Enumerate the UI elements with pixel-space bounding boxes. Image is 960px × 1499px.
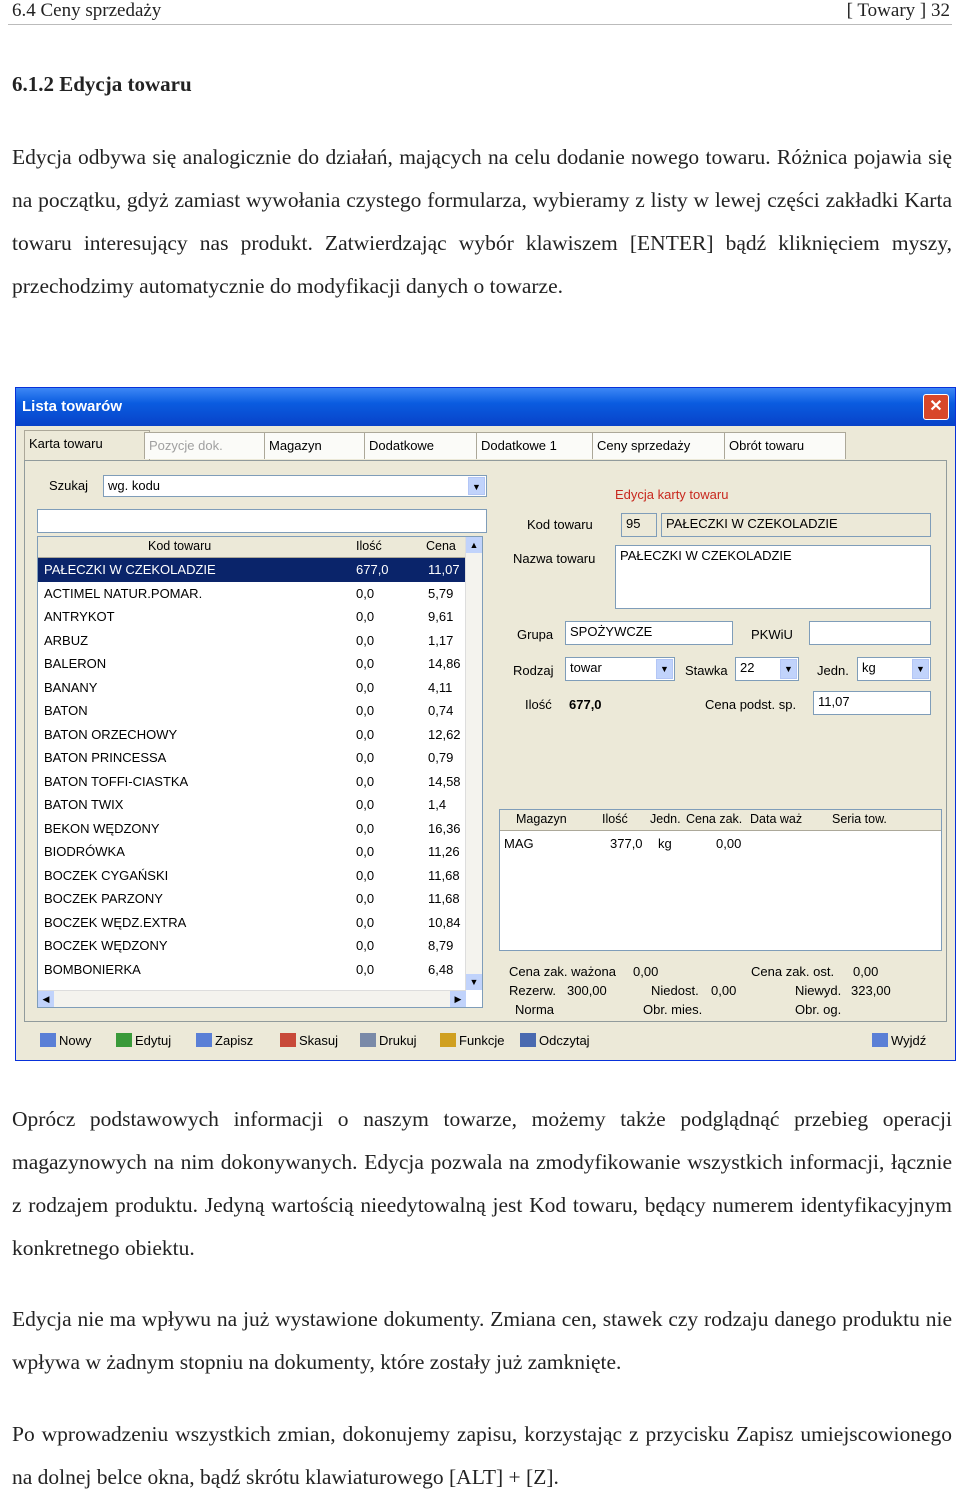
cell-ilosc: 677,0 <box>356 562 389 577</box>
cell-ilosc: 0,0 <box>356 726 375 742</box>
window-title: Lista towarów <box>22 398 123 415</box>
col-mag-ilosc: Ilość <box>602 812 628 826</box>
cell-cena: 5,79 <box>428 585 454 601</box>
cell-ilosc: 0,0 <box>356 679 375 695</box>
cell-cena: 11,07 <box>428 562 460 577</box>
cell-cena: 11,68 <box>428 891 460 906</box>
page-header <box>0 0 960 22</box>
ilosc-value: 677,0 <box>569 697 602 712</box>
grupa-label: Grupa <box>517 627 554 642</box>
cell-kod: BATON ORZECHOWY <box>44 726 178 742</box>
table-row[interactable] <box>38 864 466 888</box>
mag-jedn: kg <box>658 836 672 851</box>
edit-label: Edytuj <box>135 1033 172 1048</box>
tab-obrot-towaru[interactable]: Obrót towaru <box>724 432 846 459</box>
close-icon[interactable]: ✕ <box>923 394 949 420</box>
cell-kod: BATON TWIX <box>44 797 124 812</box>
search-input[interactable] <box>37 509 487 533</box>
sum-cena-ost: 0,00 <box>853 964 879 979</box>
paragraph-operations: Oprócz podstawowych informacji o naszym towarze, możemy także podglądnąć przebieg operacji magazynowych na nim dokonywanych. Edycja pozwala na zmodyfikowanie wszystkich informacji, łącznie z rodzajem produktu. Jedyną wartością nieedytowalną jest Kod towaru, będący numerem identyfikacyjnym konkretnego obiektu. <box>12 1107 952 1260</box>
sum-cena-wazona-label: Cena zak. ważona <box>509 964 616 979</box>
ilosc-label: Ilość <box>525 697 552 712</box>
cell-kod: ACTIMEL NATUR.POMAR. <box>44 585 203 601</box>
book-icon <box>520 1033 536 1047</box>
cell-cena: 0,74 <box>428 703 454 718</box>
cell-ilosc: 0,0 <box>356 773 375 789</box>
cell-ilosc: 0,0 <box>356 797 375 812</box>
cell-ilosc: 0,0 <box>356 820 375 836</box>
bottom-toolbar <box>24 1026 947 1056</box>
cell-ilosc: 0,0 <box>356 867 375 883</box>
functions-label: Funkcje <box>459 1033 505 1048</box>
cell-kod: BATON <box>44 703 88 718</box>
horizontal-scrollbar[interactable] <box>38 990 466 1007</box>
col-mag-jedn: Jedn. <box>650 812 681 826</box>
cell-ilosc: 0,0 <box>356 632 375 648</box>
cell-ilosc: 0,0 <box>356 961 375 977</box>
read-button[interactable] <box>520 1032 590 1050</box>
table-row[interactable] <box>38 558 466 582</box>
vertical-scrollbar[interactable] <box>465 537 482 990</box>
header-divider <box>8 24 952 25</box>
save-label: Zapisz <box>215 1033 254 1048</box>
sum-obr-mies-label: Obr. mies. <box>643 1002 703 1017</box>
new-icon <box>40 1033 56 1047</box>
cell-kod: ARBUZ <box>44 632 89 648</box>
sum-niedost-label: Niedost. <box>651 983 699 998</box>
kod-number: 95 <box>621 513 657 537</box>
cell-ilosc: 0,0 <box>356 703 375 718</box>
exit-button[interactable] <box>872 1032 926 1050</box>
cell-cena: 8,79 <box>428 938 454 953</box>
cell-ilosc: 0,0 <box>356 844 375 859</box>
sum-niewyd-label: Niewyd. <box>795 983 842 998</box>
kod-field: PAŁECZKI W CZEKOLADZIE <box>661 513 931 537</box>
cell-cena: 9,61 <box>428 609 454 624</box>
col-magazyn: Magazyn <box>516 812 567 826</box>
cell-cena: 0,79 <box>428 750 454 765</box>
chevron-down-icon[interactable]: ▼ <box>656 659 673 679</box>
col-mag-data: Data waż <box>750 812 803 826</box>
sum-niewyd: 323,00 <box>851 983 891 998</box>
header-right: [ Towary ] 32 <box>846 0 950 21</box>
search-mode-value: wg. kodu <box>108 478 161 493</box>
table-row[interactable] <box>38 934 466 958</box>
product-list <box>37 536 483 1008</box>
header-left: 6.4 Ceny sprzedaży <box>12 0 162 21</box>
table-row[interactable] <box>38 840 466 864</box>
save-icon <box>196 1033 212 1047</box>
mag-cena: 0,00 <box>716 836 742 851</box>
stawka-select[interactable] <box>735 657 799 681</box>
chevron-down-icon[interactable]: ▼ <box>780 659 797 679</box>
stawka-value: 22 <box>740 660 755 675</box>
tab-pozycje-dok[interactable]: Pozycje dok. <box>144 432 270 459</box>
cell-kod: BATON PRINCESSA <box>44 750 167 765</box>
tab-karta-towaru[interactable]: Karta towaru <box>24 430 150 461</box>
table-row[interactable] <box>38 723 466 747</box>
sum-norma-label: Norma <box>515 1002 555 1017</box>
rodzaj-label: Rodzaj <box>513 663 554 678</box>
grupa-field[interactable]: SPOŻYWCZE <box>565 621 733 645</box>
section-title: 6.1.2 Edycja towaru <box>12 72 192 96</box>
cell-cena: 11,26 <box>428 844 460 859</box>
product-list-window <box>15 387 956 1061</box>
sum-rezerw: 300,00 <box>567 983 607 998</box>
delete-button[interactable] <box>280 1032 338 1050</box>
cell-kod: BOCZEK WĘDZ.EXTRA <box>44 914 187 930</box>
edit-title: Edycja karty towaru <box>615 487 729 502</box>
stock-header <box>500 810 941 831</box>
cell-ilosc: 0,0 <box>356 938 375 953</box>
cell-ilosc: 0,0 <box>356 891 375 906</box>
new-button[interactable] <box>40 1032 92 1050</box>
jedn-value: kg <box>862 660 876 675</box>
jedn-label: Jedn. <box>817 663 849 678</box>
cell-cena: 4,11 <box>428 679 453 695</box>
cell-ilosc: 0,0 <box>356 585 375 601</box>
mag-ilosc: 377,0 <box>610 836 643 851</box>
table-row[interactable] <box>38 958 466 982</box>
window-titlebar <box>16 388 955 426</box>
paragraph-intro: Edycja odbywa się analogicznie do działań, mających na celu dodanie nowego towaru. Różnica pojawia się na początku, gdyż zamiast wywołania czystego formularza, wybieramy z listy w lewej części zakładki Karta towaru interesujący nas produkt. Zatwierdzając wybór klawiszem [ENTER] bądź kliknięciem myszy, przechodzimy automatycznie do modyfikacji danych o towarze. <box>12 145 952 298</box>
functions-button[interactable] <box>440 1032 505 1050</box>
list-rows <box>38 558 466 981</box>
pkwiu-field[interactable] <box>809 621 931 645</box>
sum-cena-ost-label: Cena zak. ost. <box>751 964 835 979</box>
scroll-right-icon[interactable]: ▶ <box>450 991 466 1007</box>
col-mag-cena: Cena zak. <box>686 812 743 826</box>
stawka-label: Stawka <box>685 663 728 678</box>
table-row[interactable] <box>38 582 466 606</box>
jedn-select[interactable] <box>857 657 931 681</box>
col-kod: Kod towaru <box>148 539 212 553</box>
scroll-up-icon[interactable]: ▲ <box>466 537 482 553</box>
table-row[interactable] <box>38 793 466 817</box>
cell-cena: 16,36 <box>428 820 461 836</box>
cena-field[interactable]: 11,07 <box>813 691 931 715</box>
sum-rezerw-label: Rezerw. <box>509 983 556 998</box>
table-row[interactable] <box>38 770 466 794</box>
table-row[interactable] <box>38 746 466 770</box>
cell-cena: 14,86 <box>428 656 461 671</box>
mag-name: MAG <box>504 836 534 851</box>
cell-cena: 12,62 <box>428 726 461 742</box>
cena-label: Cena podst. sp. <box>705 697 797 712</box>
sum-obr-og-label: Obr. og. <box>795 1002 842 1017</box>
rodzaj-value: towar <box>570 660 602 675</box>
save-button[interactable] <box>196 1032 253 1050</box>
kod-label: Kod towaru <box>527 517 593 532</box>
table-row[interactable] <box>38 676 466 700</box>
cell-ilosc: 0,0 <box>356 750 375 765</box>
cell-kod: BANANY <box>44 679 98 695</box>
print-label: Drukuj <box>379 1033 417 1048</box>
nazwa-label: Nazwa towaru <box>513 551 596 566</box>
stock-row[interactable] <box>500 834 941 854</box>
functions-icon <box>440 1033 456 1047</box>
sum-niedost: 0,00 <box>711 983 737 998</box>
new-label: Nowy <box>59 1033 92 1048</box>
scroll-down-icon[interactable]: ▼ <box>466 974 482 990</box>
cell-cena: 6,48 <box>428 961 454 977</box>
cell-kod: PAŁECZKI W CZEKOLADZIE <box>44 562 216 577</box>
cell-kod: BOCZEK PARZONY <box>44 891 163 906</box>
search-label: Szukaj <box>49 478 89 493</box>
tab-dodatkowe-1[interactable]: Dodatkowe 1 <box>476 432 598 459</box>
exit-label: Wyjdź <box>891 1033 927 1048</box>
pkwiu-label: PKWiU <box>751 627 793 642</box>
sum-cena-wazona: 0,00 <box>633 964 659 979</box>
table-row[interactable] <box>38 652 466 676</box>
cell-kod: BALERON <box>44 656 107 671</box>
tab-panel <box>24 460 947 1022</box>
cell-cena: 10,84 <box>428 914 461 930</box>
cell-cena: 14,58 <box>428 773 461 789</box>
cell-kod: BOMBONIERKA <box>44 961 141 977</box>
stock-table <box>499 809 942 951</box>
cell-cena: 1,17 <box>428 632 454 648</box>
read-label: Odczytaj <box>539 1033 590 1048</box>
rodzaj-select[interactable] <box>565 657 675 681</box>
cell-cena: 11,68 <box>428 867 460 883</box>
nazwa-field[interactable]: PAŁECZKI W CZEKOLADZIE <box>615 545 931 609</box>
table-row[interactable] <box>38 817 466 841</box>
col-ilosc: Ilość <box>356 539 382 553</box>
scroll-left-icon[interactable]: ◀ <box>38 991 54 1007</box>
cell-kod: ANTRYKOT <box>44 609 115 624</box>
delete-icon <box>280 1033 296 1047</box>
table-row[interactable] <box>38 629 466 653</box>
cell-ilosc: 0,0 <box>356 914 375 930</box>
col-cena: Cena <box>426 539 456 553</box>
paragraph-save: Po wprowadzeniu wszystkich zmian, dokonujemy zapisu, korzystając z przycisku Zapisz umiejscowionego na dolnej belce okna, bądź skrótu klawiaturowego [ALT] + [Z]. <box>12 1422 952 1489</box>
cell-kod: BIODRÓWKA <box>44 844 125 859</box>
col-mag-seria: Seria tow. <box>832 812 887 826</box>
cell-ilosc: 0,0 <box>356 609 375 624</box>
print-icon <box>360 1033 376 1047</box>
chevron-down-icon[interactable]: ▼ <box>912 659 929 679</box>
cell-ilosc: 0,0 <box>356 656 375 671</box>
cell-kod: BOCZEK WĘDZONY <box>44 938 168 953</box>
edit-icon <box>116 1033 132 1047</box>
table-row[interactable] <box>38 887 466 911</box>
table-row[interactable] <box>38 911 466 935</box>
cell-kod: BEKON WĘDZONY <box>44 820 160 836</box>
paragraph-documents: Edycja nie ma wpływu na już wystawione dokumenty. Zmiana cen, stawek czy rodzaju danego produktu nie wpływa w żadnym stopniu na dokumenty, które zostały już zamknięte. <box>12 1307 952 1374</box>
print-button[interactable] <box>360 1032 417 1050</box>
cell-kod: BOCZEK CYGAŃSKI <box>44 867 169 883</box>
cell-kod: BATON TOFFI-CIASTKA <box>44 773 189 789</box>
delete-label: Skasuj <box>299 1033 339 1048</box>
table-row[interactable] <box>38 699 466 723</box>
edit-button[interactable] <box>116 1032 171 1050</box>
search-mode-select[interactable] <box>103 475 487 497</box>
tab-dodatkowe[interactable]: Dodatkowe <box>364 432 482 459</box>
list-header <box>38 537 466 558</box>
tab-magazyn[interactable]: Magazyn <box>264 432 370 459</box>
chevron-down-icon[interactable]: ▼ <box>468 477 485 495</box>
table-row[interactable] <box>38 605 466 629</box>
cell-cena: 1,4 <box>428 797 447 812</box>
exit-icon <box>872 1033 888 1047</box>
tab-bar <box>24 432 947 460</box>
tab-ceny-sprzedazy[interactable]: Ceny sprzedaży <box>592 432 730 459</box>
